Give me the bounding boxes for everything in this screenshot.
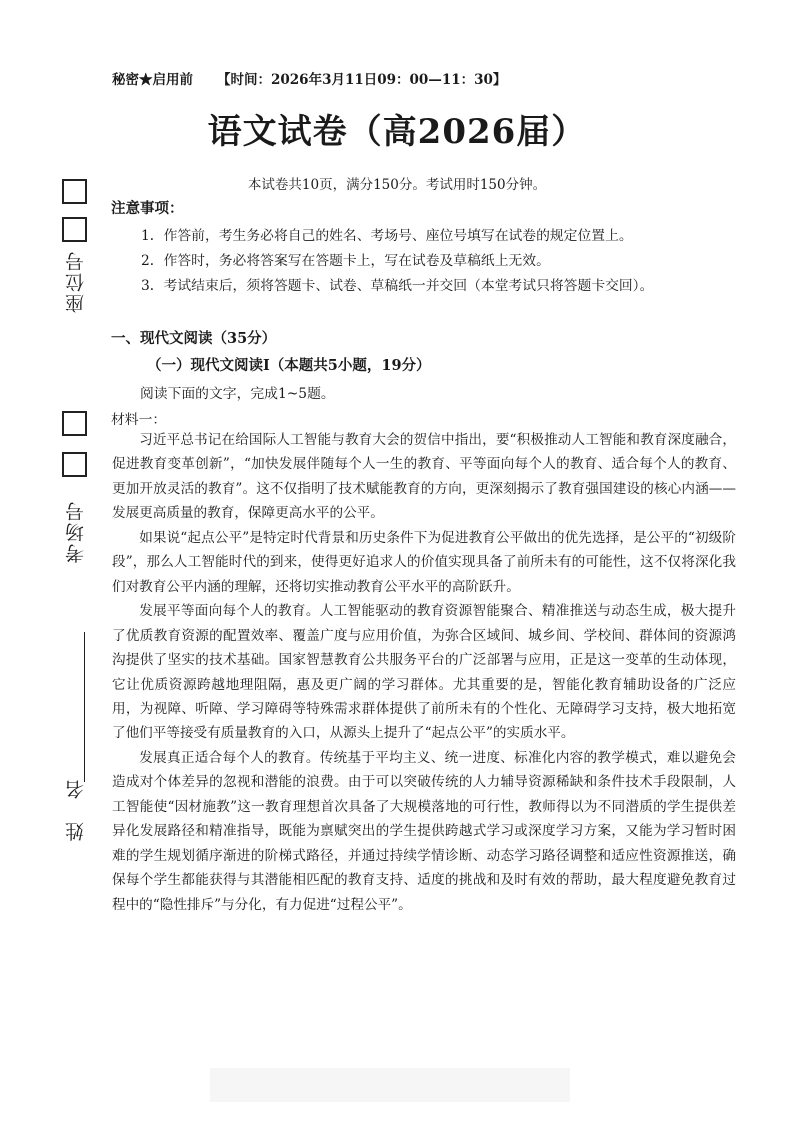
article-paragraph: 发展平等面向每个人的教育。人工智能驱动的教育资源智能聚合、精准推送与动态生成，极大提升了优质教育资源的配置效率、覆盖广度与应用价值，为弥合区域间、城乡间、学校间、群体间的资源鸿沟提供了坚实的技术基础。国家智慧教育公共服务平台的广泛部署与应用，正是这一变革的生动体现，它让优质资源跨越地理阻隔，惠及更广阔的学习群体。尤其重要的是，智能化教育辅助设备的广泛应用，为视障、听障、学习障碍等特殊需求群体提供了前所未有的个性化、无障碍学习支持，极大地拓宽了他们平等接受有质量教育的入口，从源头上提升了“起点公平”的实质水平。 xyxy=(112,603,736,742)
secret-label: 秘密★启用前 xyxy=(112,72,193,88)
subsection-title: （一）现代文阅读Ⅰ（本题共5小题，19分） xyxy=(147,357,431,374)
exam-subtitle: 本试卷共10页，满分150分。考试用时150分钟。 xyxy=(247,177,547,193)
article-paragraph: 习近平总书记在给国际人工智能与教育大会的贺信中指出，要“积极推动人工智能和教育深度融合，促进教育变革创新”，“加快发展伴随每个人一生的教育、平等面向每个人的教育、适合每个人的教育、更加开放灵活的教育”。这不仅指明了技术赋能教育的方向，更深刻揭示了教育强国建设的核心内涵——发展更高质量的教育，保障更高水平的公平。 xyxy=(112,432,736,522)
exam-time: 【时间：2026年3月11日09：00—11：30】 xyxy=(217,72,507,88)
exam-room-box[interactable] xyxy=(62,411,87,436)
exam-room-label: 考场号 xyxy=(65,500,87,563)
seat-number-box[interactable] xyxy=(62,179,87,204)
name-label: 姓 名 xyxy=(65,778,87,841)
exam-room-box[interactable] xyxy=(62,452,87,477)
name-write-line[interactable] xyxy=(84,632,85,782)
notice-item: 2．作答时，务必将答案写在答题卡上，写在试卷及草稿纸上无效。 xyxy=(141,253,550,269)
exam-title: 语文试卷（高2026届） xyxy=(207,112,587,152)
article-paragraph: 发展真正适合每个人的教育。传统基于平均主义、统一进度、标准化内容的教学模式，难以避免会造成对个体差异的忽视和潜能的浪费。由于可以突破传统的人力辅导资源稀缺和条件技术手段限制，人工智能使“因材施教”这一教育理想首次具备了大规模落地的可行性，教师得以为不同潜质的学生提供差异化发展路径和精准指导，既能为禀赋突出的学生提供跨越式学习或深度学习方案，又能为学习暂时困难的学生规划循序渐进的阶梯式路径，并通过持续学情诊断、动态学习路径调整和适应性资源推送，确保每个学生都能获得与其潜能相匹配的教育支持、适度的挑战和及时有效的帮助，最大程度避免教育过程中的“隐性排斥”与分化，有力促进“过程公平”。 xyxy=(112,749,736,913)
reading-instruction: 阅读下面的文字，完成1~5题。 xyxy=(140,386,335,402)
exam-header xyxy=(112,68,506,88)
seat-number-label: 座位号 xyxy=(65,250,87,313)
footer-shade xyxy=(210,1068,570,1102)
seat-number-box[interactable] xyxy=(62,217,87,242)
section-title: 一、现代文阅读（35分） xyxy=(111,330,277,347)
notice-item: 3．考试结束后，须将答题卡、试卷、草稿纸一并交回（本堂考试只将答题卡交回）。 xyxy=(141,278,654,294)
notice-heading: 注意事项： xyxy=(111,200,184,217)
article-paragraph: 如果说“起点公平”是特定时代背景和历史条件下为促进教育公平做出的优先选择，是公平的“初级阶段”，那么人工智能时代的到来，使得更好追求人的价值实现具备了前所未有的可能性，这不仅将深化我们对教育公平内涵的理解，还将切实推动教育公平水平的高阶跃升。 xyxy=(112,529,736,595)
notice-item: 1．作答前，考生务必将自己的姓名、考场号、座位号填写在试卷的规定位置上。 xyxy=(141,228,633,244)
material-label: 材料一： xyxy=(111,412,167,428)
article-body xyxy=(112,428,736,917)
